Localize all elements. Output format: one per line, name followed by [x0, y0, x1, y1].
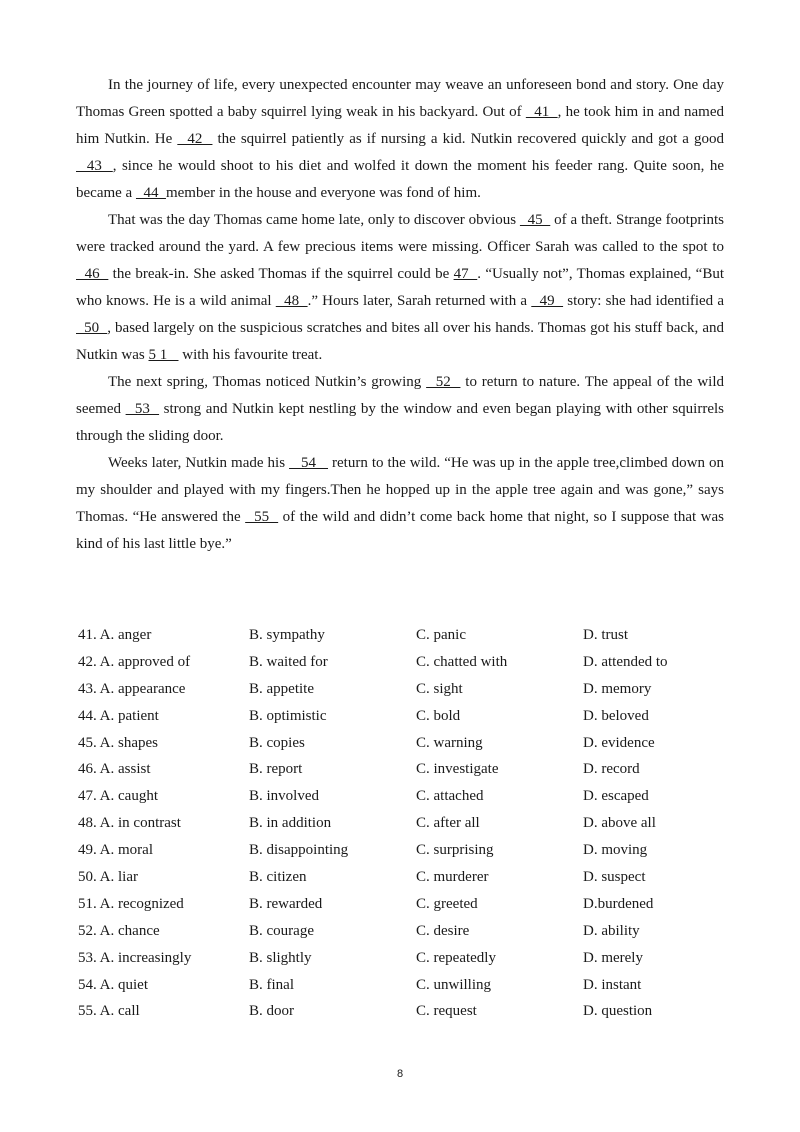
blank-43: 43 — [76, 158, 113, 174]
passage-text: to return to nature. The appeal of the wild seemed — [76, 374, 725, 417]
blank-44: 44 — [135, 185, 166, 201]
blank-54: 54 — [289, 455, 329, 471]
blank-52: 52 — [426, 374, 461, 390]
blank-49: 49 — [531, 293, 564, 309]
paragraph-1 — [76, 72, 724, 207]
option-b: B. involved — [249, 788, 319, 805]
option-b: B. disappointing — [249, 842, 349, 859]
paragraph-3 — [76, 369, 724, 450]
option-a: 47. A. caught — [78, 788, 158, 805]
option-d: D. memory — [583, 680, 652, 697]
option-row-49 — [78, 837, 724, 864]
option-b: B. waited for — [249, 653, 328, 670]
option-c: C. sight — [416, 680, 463, 697]
option-a: 55. A. call — [78, 1003, 140, 1020]
option-c: C. repeatedly — [416, 949, 496, 966]
option-c: C. panic — [416, 626, 466, 643]
option-row-47 — [78, 783, 724, 810]
paragraph-2 — [76, 207, 724, 369]
option-c: C. request — [416, 1003, 477, 1020]
option-c: C. surprising — [416, 842, 494, 859]
option-a: 46. A. assist — [78, 761, 151, 778]
option-d: D. beloved — [583, 707, 649, 724]
passage-text: of a theft. Strange footprints were tracked around the yard. A few precious items were missing. Officer Sarah was called to the spot to — [76, 212, 725, 255]
option-row-42 — [78, 649, 724, 676]
blank-45: 45 — [519, 212, 551, 228]
option-a: 52. A. chance — [78, 922, 160, 939]
option-b: B. final — [249, 976, 294, 993]
option-d: D. suspect — [583, 868, 646, 885]
option-d: D. trust — [583, 626, 628, 643]
blank-51: 5 1 — [148, 347, 179, 363]
option-c: C. murderer — [416, 868, 489, 885]
paragraph-4 — [76, 450, 724, 558]
option-row-46 — [78, 756, 724, 783]
option-row-55 — [78, 998, 724, 1025]
option-a: 49. A. moral — [78, 842, 153, 859]
option-d: D. escaped — [583, 788, 649, 805]
passage-text: with his favourite treat. — [178, 347, 323, 363]
option-d: D. instant — [583, 976, 642, 993]
option-d: D. question — [583, 1003, 653, 1020]
option-d: D. above all — [583, 815, 656, 832]
passage-text: member in the house and everyone was fond of him. — [165, 185, 481, 201]
passage-text: return to the wild. “He was up in the apple tree,climbed down on my shoulder and played with my fingers.Then he hopped up in the apple tree again and was gone,” says Thomas. “He answered the — [76, 455, 725, 525]
option-a: 51. A. recognized — [78, 895, 184, 912]
option-c: C. attached — [416, 788, 484, 805]
option-row-50 — [78, 864, 724, 891]
option-a: 48. A. in contrast — [78, 815, 181, 832]
passage-text: the squirrel patiently as if nursing a kid. Nutkin recovered quickly and got a good — [212, 131, 724, 147]
option-b: B. report — [249, 761, 303, 778]
option-c: C. chatted with — [416, 653, 508, 670]
option-b: B. courage — [249, 922, 314, 939]
option-row-51 — [78, 891, 724, 918]
option-c: C. after all — [416, 815, 480, 832]
option-row-45 — [78, 730, 724, 757]
passage-text: Weeks later, Nutkin made his — [108, 455, 290, 471]
option-b: B. copies — [249, 734, 305, 751]
option-d: D. evidence — [583, 734, 655, 751]
blank-42: 42 — [177, 131, 213, 147]
option-a: 50. A. liar — [78, 868, 138, 885]
passage-text: strong and Nutkin kept nestling by the window and even began playing with other squirrels through the sliding door. — [76, 401, 725, 444]
option-d: D. attended to — [583, 653, 668, 670]
passage-text: In the journey of life, every unexpected encounter may weave an unforeseen bond and story. One day Thomas Green spotted a baby squirrel lying weak in his backyard. Out of — [76, 77, 724, 120]
passage-text: , he took him in and named him Nutkin. He — [76, 104, 725, 147]
option-d: D. record — [583, 761, 640, 778]
passage-text: That was the day Thomas came home late, only to discover obvious — [108, 212, 520, 228]
answer-options-table — [78, 622, 724, 1025]
option-row-52 — [78, 918, 724, 945]
option-a: 41. A. anger — [78, 626, 152, 643]
passage-text: .” Hours later, Sarah returned with a — [307, 293, 532, 309]
option-a: 44. A. patient — [78, 707, 159, 724]
option-a: 54. A. quiet — [78, 976, 148, 993]
option-b: B. appetite — [249, 680, 314, 697]
option-b: B. citizen — [249, 868, 307, 885]
option-b: B. door — [249, 1003, 294, 1020]
blank-55: 55 — [245, 509, 279, 525]
option-d: D. merely — [583, 949, 643, 966]
option-c: C. unwilling — [416, 976, 492, 993]
option-d: D. ability — [583, 922, 640, 939]
passage-text: , based largely on the suspicious scratches and bites all over his hands. Thomas got his stuff back, and Nutkin was — [76, 320, 724, 363]
option-a: 43. A. appearance — [78, 680, 186, 697]
option-row-43 — [78, 676, 724, 703]
option-c: C. bold — [416, 707, 461, 724]
blank-50: 50 — [76, 320, 108, 336]
option-b: B. slightly — [249, 949, 312, 966]
option-d: D.burdened — [583, 895, 654, 912]
passage-text: of the wild and didn’t come back home that night, so I suppose that was kind of his last little bye.” — [76, 509, 724, 552]
option-b: B. optimistic — [249, 707, 327, 724]
option-c: C. desire — [416, 922, 470, 939]
option-b: B. sympathy — [249, 626, 325, 643]
passage-text: story: she had identified a — [563, 293, 725, 309]
option-row-41 — [78, 622, 724, 649]
blank-53: 53 — [125, 401, 160, 417]
option-row-54 — [78, 972, 724, 999]
passage-text: the break-in. She asked Thomas if the squirrel could be — [108, 266, 454, 282]
blank-46: 46 — [76, 266, 109, 282]
option-c: C. warning — [416, 734, 483, 751]
blank-41: 41 — [525, 104, 558, 120]
option-b: B. rewarded — [249, 895, 323, 912]
option-a: 45. A. shapes — [78, 734, 158, 751]
option-row-44 — [78, 703, 724, 730]
passage-text: , since he would shoot to his diet and wolfed it down the moment his feeder rang. Quite soon, he became a — [76, 158, 724, 201]
reading-passage — [76, 72, 724, 558]
passage-text: . “Usually not”, Thomas explained, “But who knows. He is a wild animal — [76, 266, 725, 309]
blank-47: 47 — [453, 266, 478, 282]
option-c: C. investigate — [416, 761, 499, 778]
option-a: 42. A. approved of — [78, 653, 191, 670]
blank-48: 48 — [275, 293, 308, 309]
option-row-53 — [78, 945, 724, 972]
passage-text: The next spring, Thomas noticed Nutkin’s growing — [108, 374, 427, 390]
option-c: C. greeted — [416, 895, 478, 912]
option-a: 53. A. increasingly — [78, 949, 192, 966]
option-d: D. moving — [583, 842, 648, 859]
option-row-48 — [78, 810, 724, 837]
option-b: B. in addition — [249, 815, 332, 832]
page-number: 8 — [396, 1068, 404, 1080]
